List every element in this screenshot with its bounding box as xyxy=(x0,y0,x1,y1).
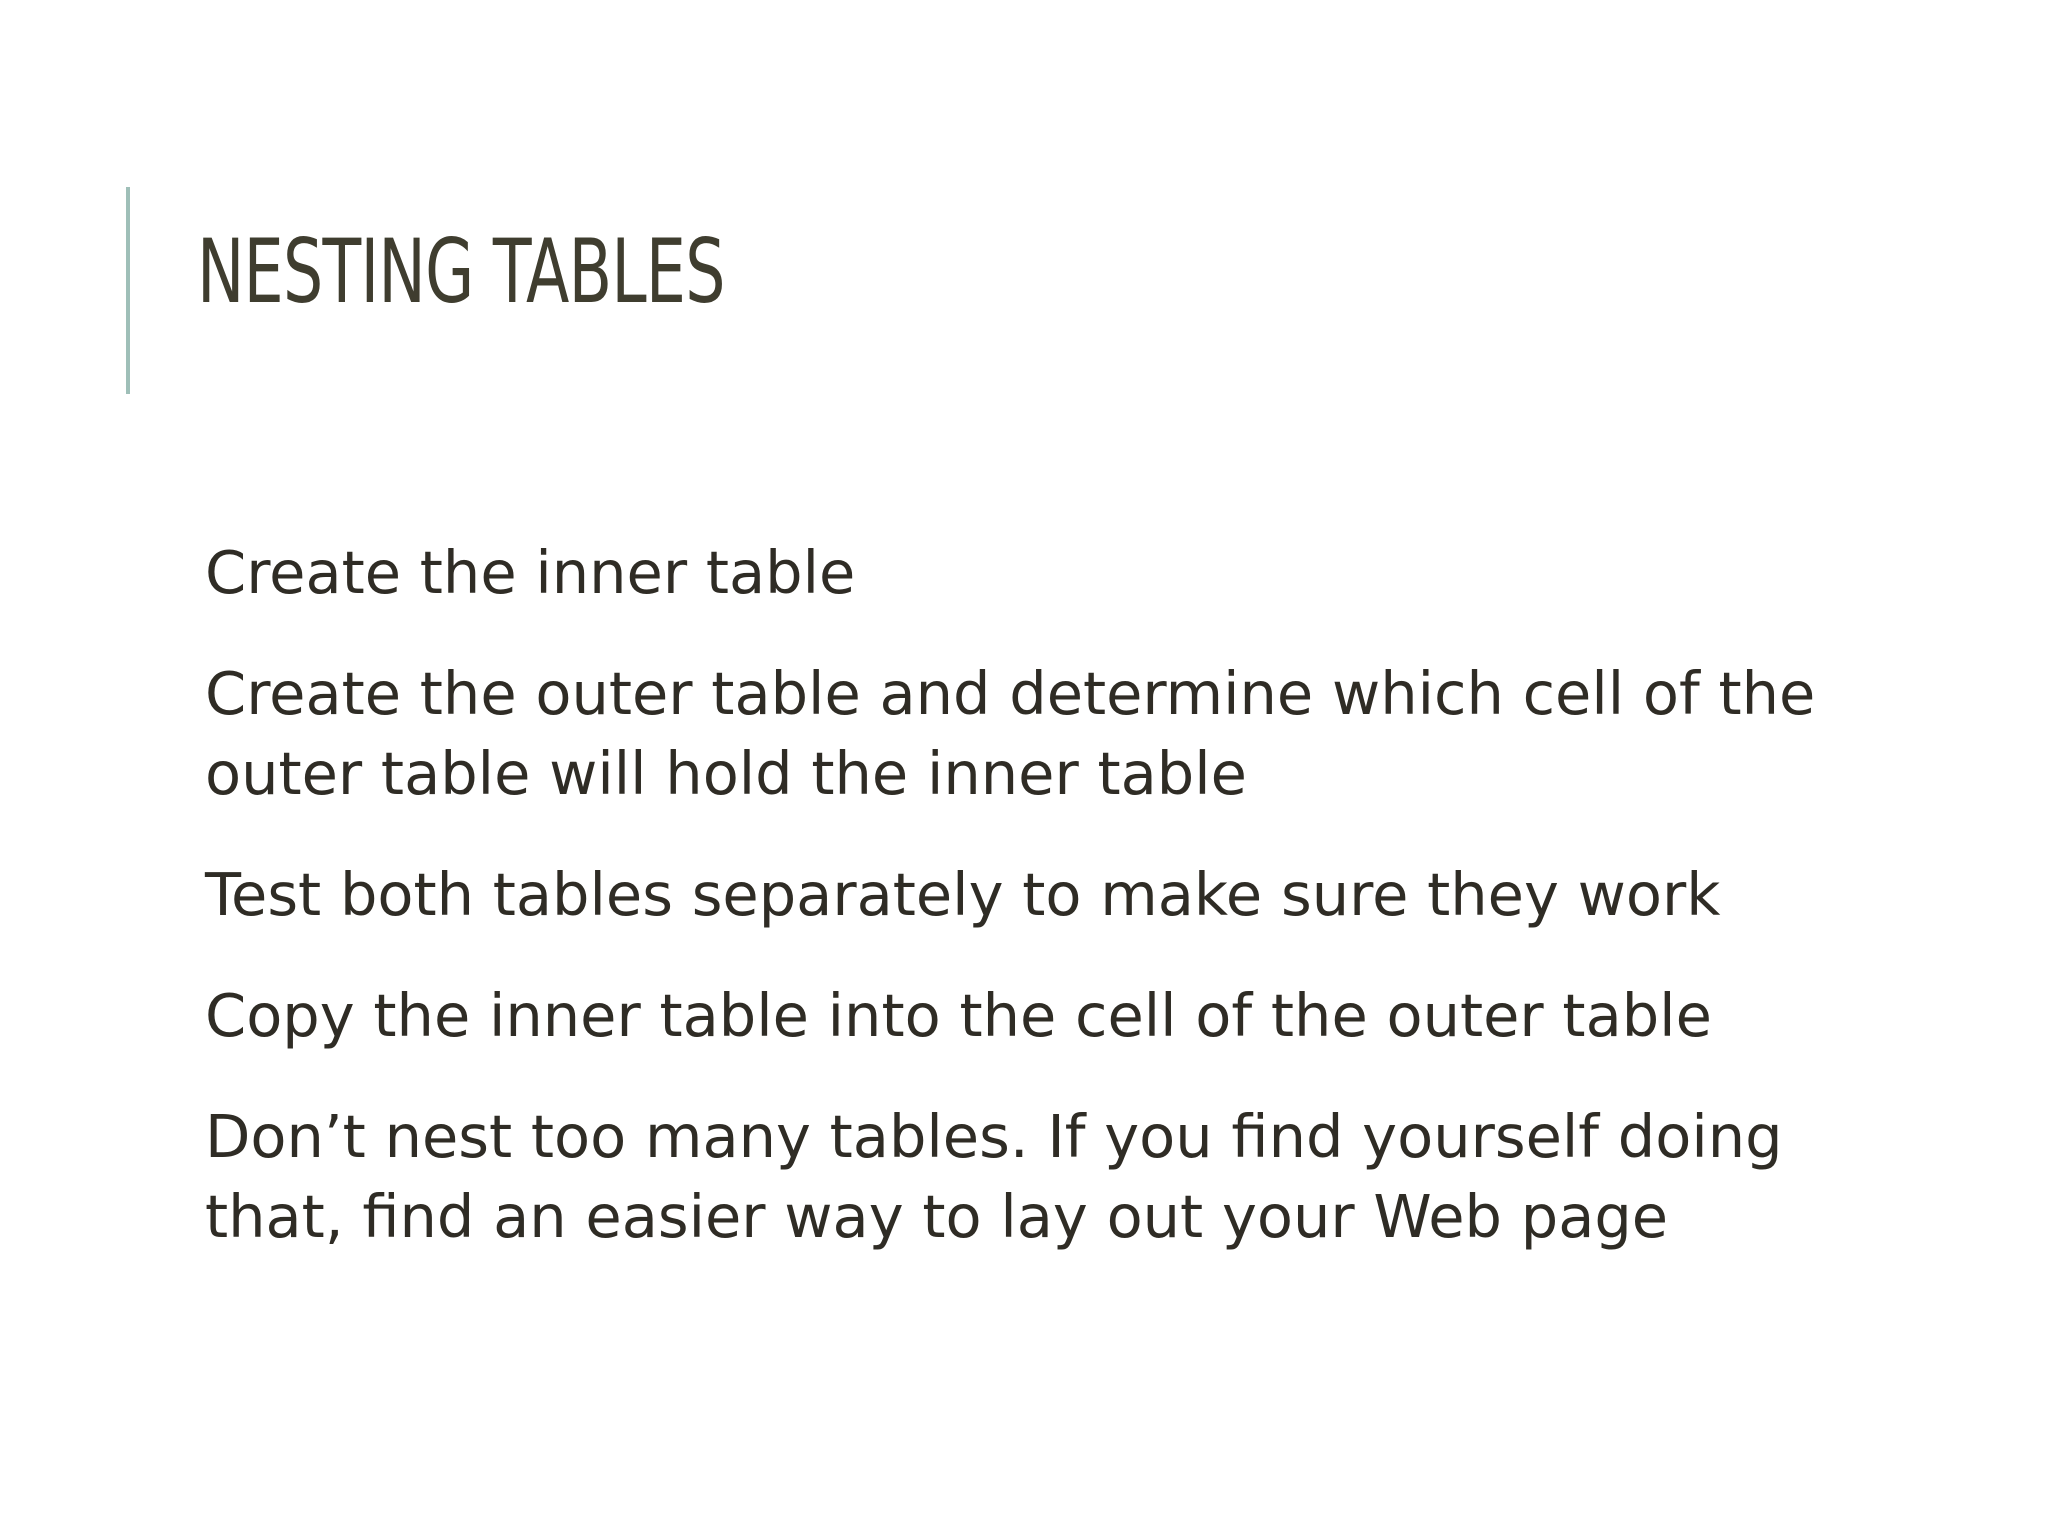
bullet-item: Copy the inner table into the cell of the outer table xyxy=(205,981,1712,1050)
bullet-list xyxy=(205,533,1845,1298)
bullet-item: Create the inner table xyxy=(205,538,856,607)
title-accent-bar xyxy=(126,187,130,394)
bullet-item: Test both tables separately to make sure they work xyxy=(205,860,1721,929)
bullet-item: Don’t nest too many tables. If you find yourself doing that, find an easier way to lay out your Web page xyxy=(205,1102,1783,1251)
slide-title: NESTING TABLES xyxy=(197,220,725,323)
bullet-item: Create the outer table and determine which cell of the outer table will hold the inner table xyxy=(205,659,1816,808)
